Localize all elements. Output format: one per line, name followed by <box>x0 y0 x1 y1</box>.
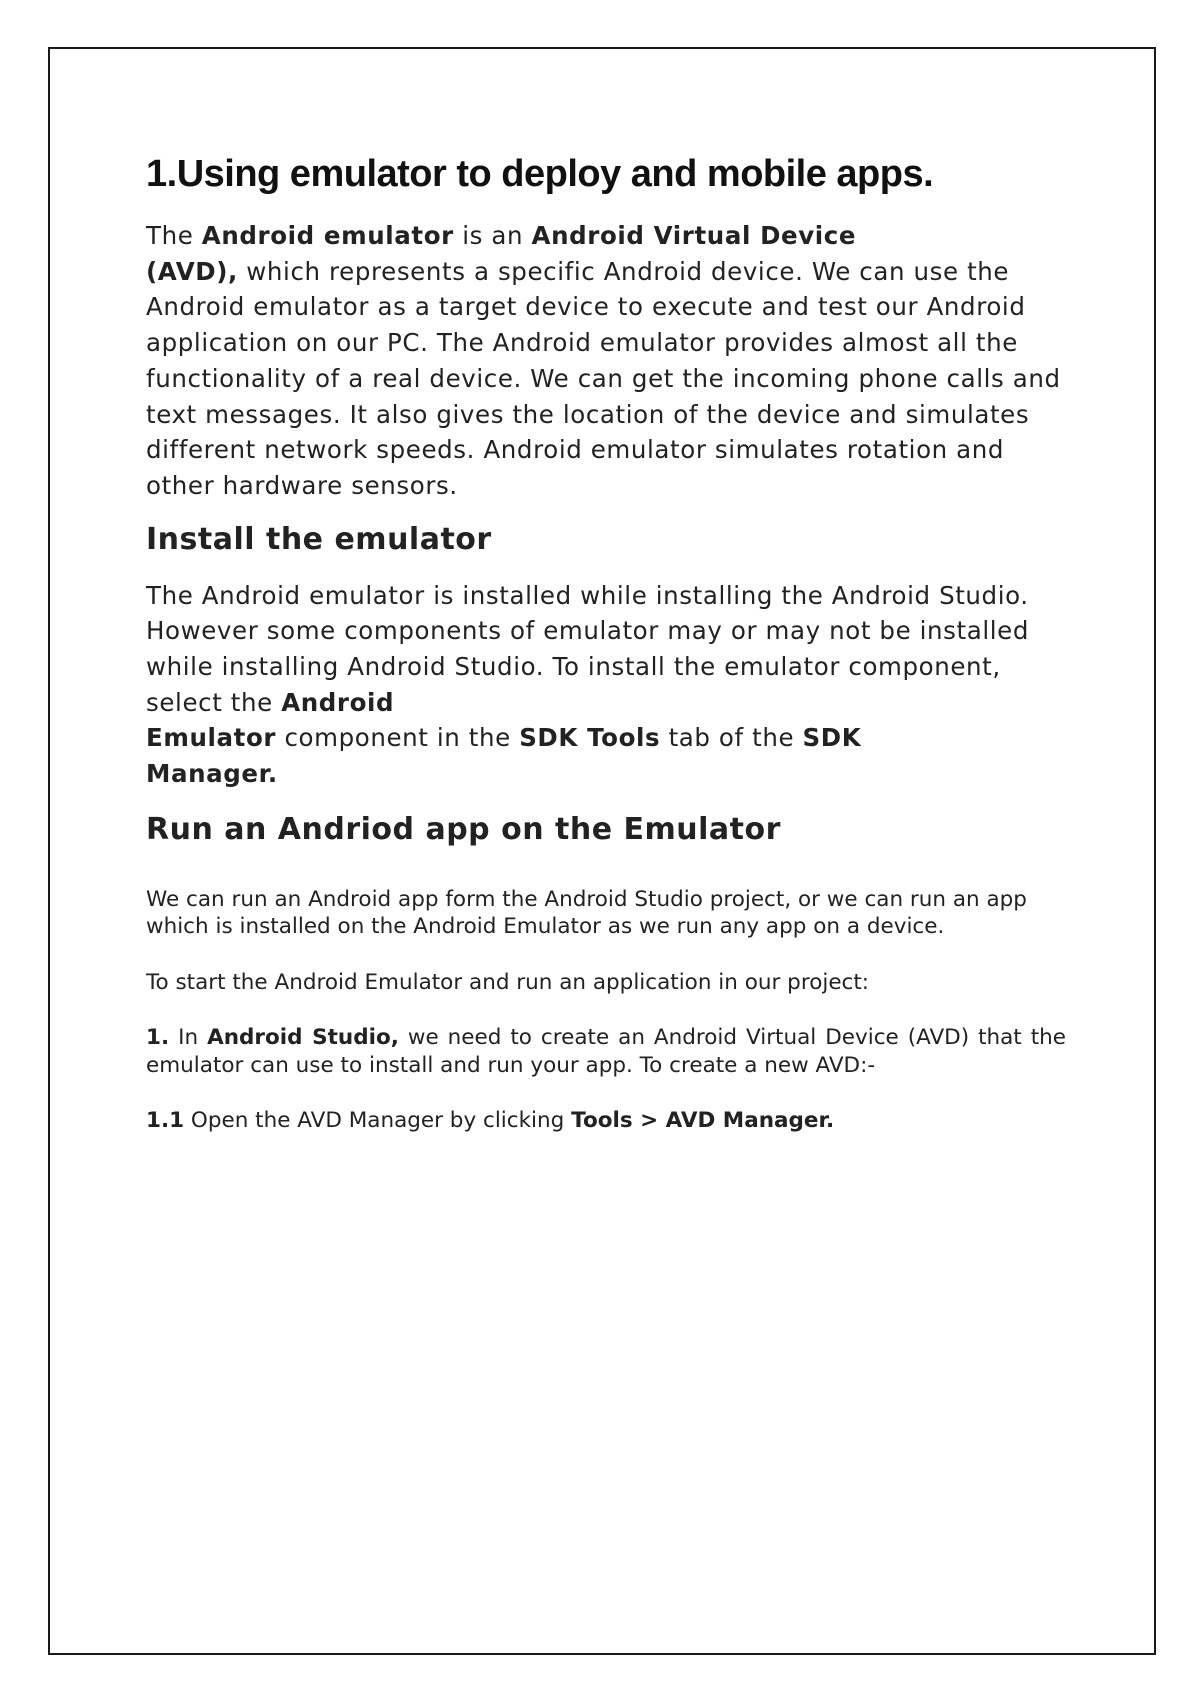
run-paragraph-2: To start the Android Emulator and run an application in our project: <box>146 969 870 995</box>
intro-bold-avd-abbrev: (AVD), <box>146 256 238 286</box>
intro-paragraph <box>146 218 1066 504</box>
step-1-1-text-1: Open the AVD Manager by clicking <box>184 1108 572 1134</box>
step-1-text-2: we need to create an Android Virtual Device (AVD) that the emulator can use to install and run your app. To create a new AVD:- <box>146 1025 1066 1078</box>
run-heading: Run an Andriod app on the Emulator <box>146 811 781 847</box>
step-1-number: 1. <box>146 1025 170 1051</box>
step-1-1-bold-tools-avd-manager: Tools > AVD Manager. <box>571 1108 835 1134</box>
run-step-1-1 <box>146 1107 1066 1135</box>
install-bold-sdk-tools: SDK Tools <box>519 723 661 753</box>
install-paragraph <box>146 578 1066 792</box>
document-body <box>146 150 1066 1135</box>
install-bold-manager: Manager. <box>146 759 278 789</box>
document-title: 1.Using emulator to deploy and mobile apps. <box>146 153 934 195</box>
intro-text-2: is an <box>453 221 532 250</box>
intro-text-1: The <box>146 221 202 250</box>
install-bold-sdk: SDK <box>802 723 862 753</box>
install-text-3: tab of the <box>660 723 803 753</box>
install-bold-emulator: Emulator <box>146 723 277 753</box>
run-step-1 <box>146 1024 1066 1079</box>
step-1-text-1: In <box>169 1025 208 1051</box>
install-text-2: component in the <box>276 723 520 753</box>
run-paragraph-1: We can run an Android app form the Android Studio project, or we can run an app which is installed on the Android Emulator as we run any app on a device. <box>146 886 1027 940</box>
intro-bold-avd: Android Virtual Device <box>531 221 857 250</box>
step-1-1-number: 1.1 <box>146 1108 185 1134</box>
step-1-bold-android-studio: Android Studio, <box>207 1025 399 1051</box>
intro-bold-android-emulator: Android emulator <box>201 221 454 250</box>
install-heading: Install the emulator <box>146 521 492 557</box>
install-text-1: The Android emulator is installed while installing the Android Studio. However some components of emulator may or may not be installed while installing Android Studio. To install the emulator component, select the <box>146 580 1030 717</box>
install-bold-android: Android <box>281 687 395 717</box>
intro-text-3: which represents a specific Android device. We can use the Android emulator as a target device to execute and test our Android application on our PC. The Android emulator provides almost all the functionality of a real device. We can get the incoming phone calls and text messages. It also gives the location of the device and simulates different network speeds. Android emulator simulates rotation and other hardware sensors. <box>146 256 1061 500</box>
